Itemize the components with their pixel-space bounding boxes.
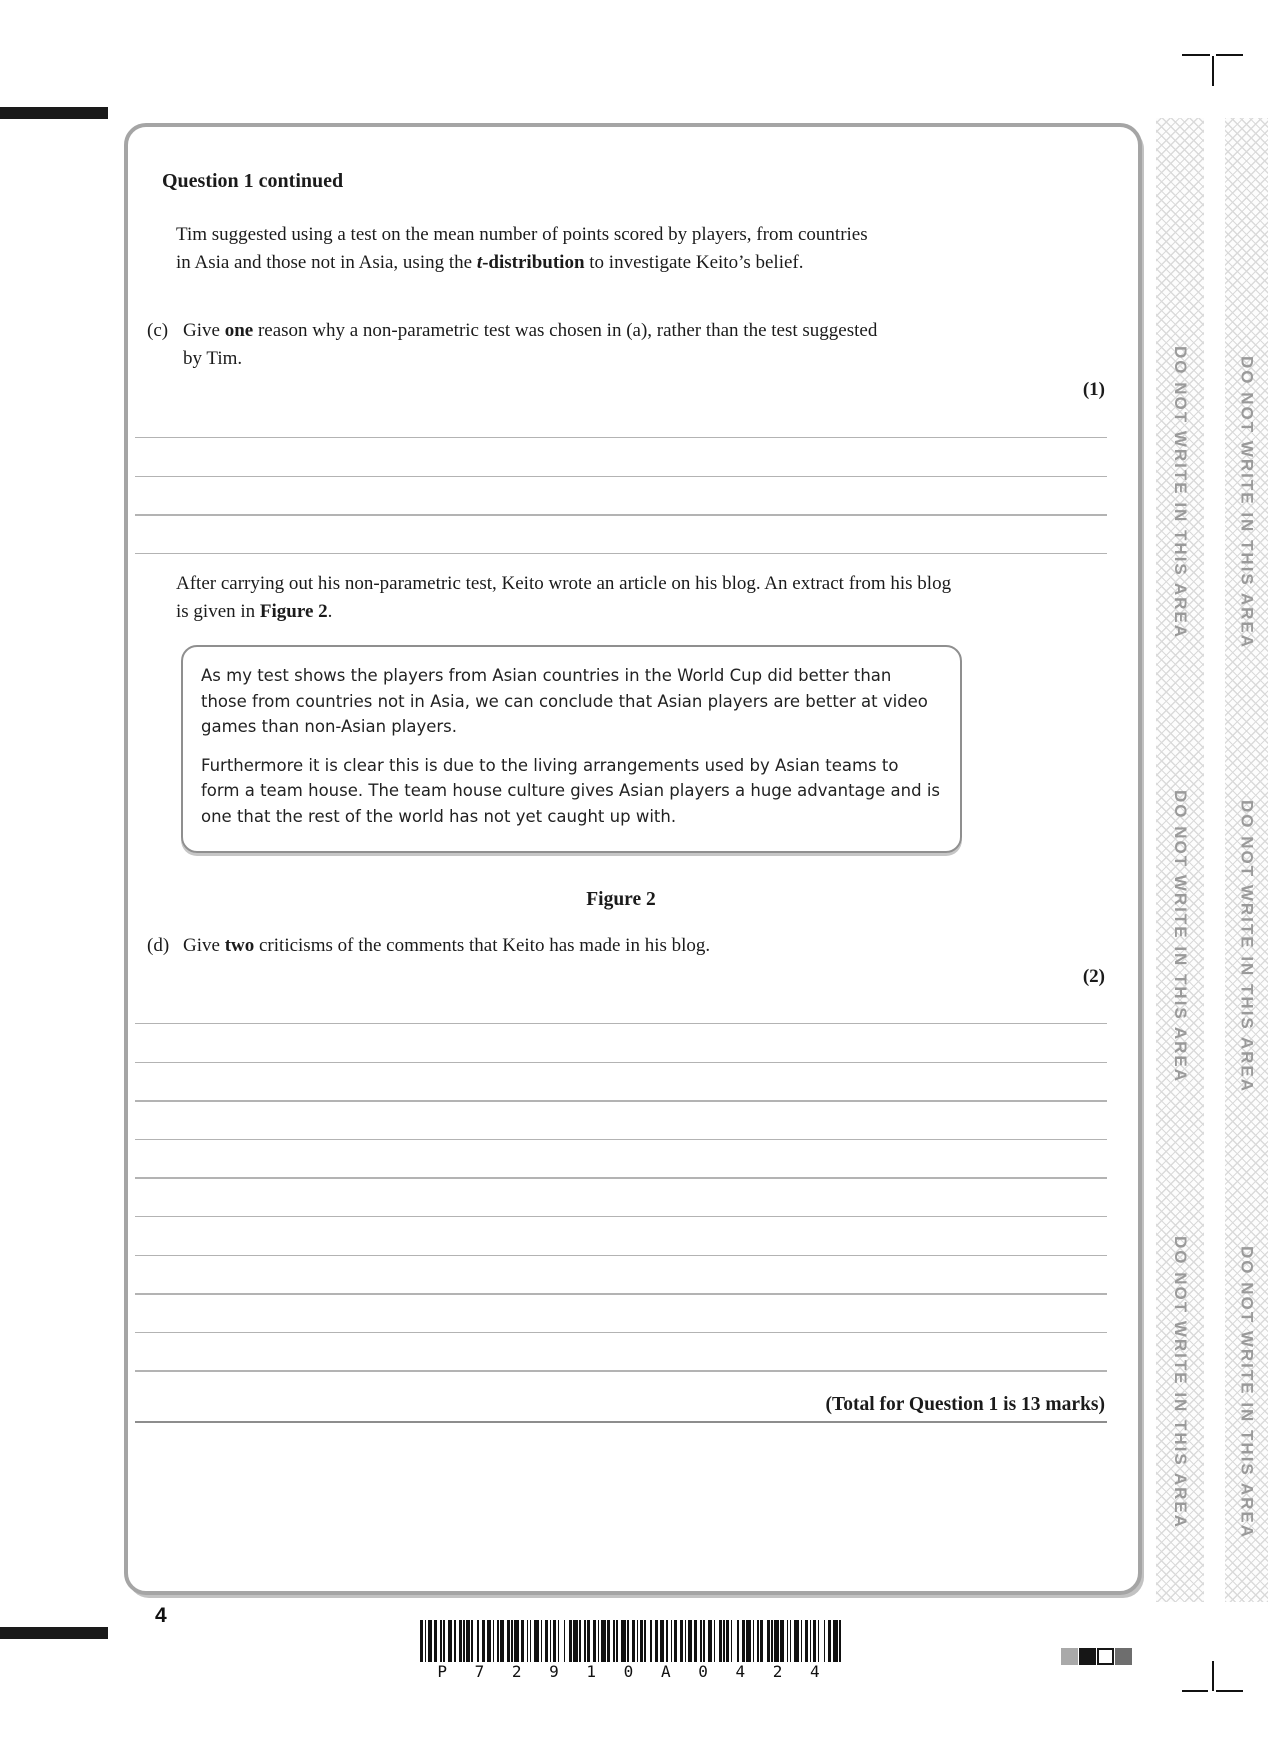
registration-block [1079,1648,1096,1665]
bleed-bar-top-left [0,107,108,119]
do-not-write-text: DO NOT WRITE IN THIS AREA [1171,346,1190,640]
crop-mark-icon [1216,1690,1243,1692]
crop-mark-icon [1182,1690,1208,1692]
part-c-prompt: Give one reason why a non-parametric test was chosen in (a), rather than the test suggested by Tim. [183,320,878,369]
crop-mark-icon [1182,54,1210,56]
do-not-write-strip-inner [1156,118,1204,1602]
registration-block [1097,1648,1114,1665]
blog-intro-paragraph: After carrying out his non-parametric test, Keito wrote an article on his blog. An extract from his blog is given in Figure 2. [176,573,952,622]
do-not-write-strip-outer [1225,118,1268,1602]
do-not-write-text: DO NOT WRITE IN THIS AREA [1237,356,1257,650]
question-heading: Question 1 continued [162,170,344,192]
barcode [420,1620,846,1662]
part-d-label: (d) [147,935,170,956]
total-marks-text: (Total for Question 1 is 13 marks) [825,1394,1105,1415]
registration-block [1115,1648,1132,1665]
crop-mark-icon [1212,1661,1214,1691]
part-d-answer-lines [135,1023,1107,1423]
intro-paragraph: Tim suggested using a test on the mean number of points scored by players, from countries in Asia and those not in Asia, using the t-distribution to investigate Keito’s belief. [176,224,868,273]
crop-mark-icon [1212,56,1214,86]
crop-mark-icon [1216,54,1243,56]
print-registration-blocks [1061,1648,1132,1665]
part-d-prompt: Give two criticisms of the comments that Keito has made in his blog. [183,935,711,956]
do-not-write-text: DO NOT WRITE IN THIS AREA [1237,800,1257,1094]
part-d-marks: (2) [1082,966,1105,987]
figure-2-caption: Figure 2 [586,889,656,910]
part-c-label: (c) [147,320,169,341]
bleed-bar-bottom-left [0,1627,108,1639]
page-number: 4 [155,1604,167,1627]
final-answer-line [135,1421,1107,1423]
registration-block [1061,1648,1078,1665]
figure-2-blog-extract [181,645,962,853]
do-not-write-text: DO NOT WRITE IN THIS AREA [1171,790,1190,1084]
barcode-label: P 7 2 9 1 0 A 0 4 2 4 [437,1662,829,1681]
blog-paragraph-2: Furthermore it is clear this is due to the living arrangements used by Asian teams to form a team house. The team house culture gives Asian players a huge advantage and is one that the rest of the world has not yet caught up with. [201,755,940,826]
do-not-write-text: DO NOT WRITE IN THIS AREA [1237,1246,1257,1540]
part-c-marks: (1) [1082,379,1105,400]
do-not-write-text: DO NOT WRITE IN THIS AREA [1171,1236,1190,1530]
blog-paragraph-1: As my test shows the players from Asian countries in the World Cup did better than those from countries not in Asia, we can conclude that Asian players are better at video games than non-Asian players. [201,666,928,736]
